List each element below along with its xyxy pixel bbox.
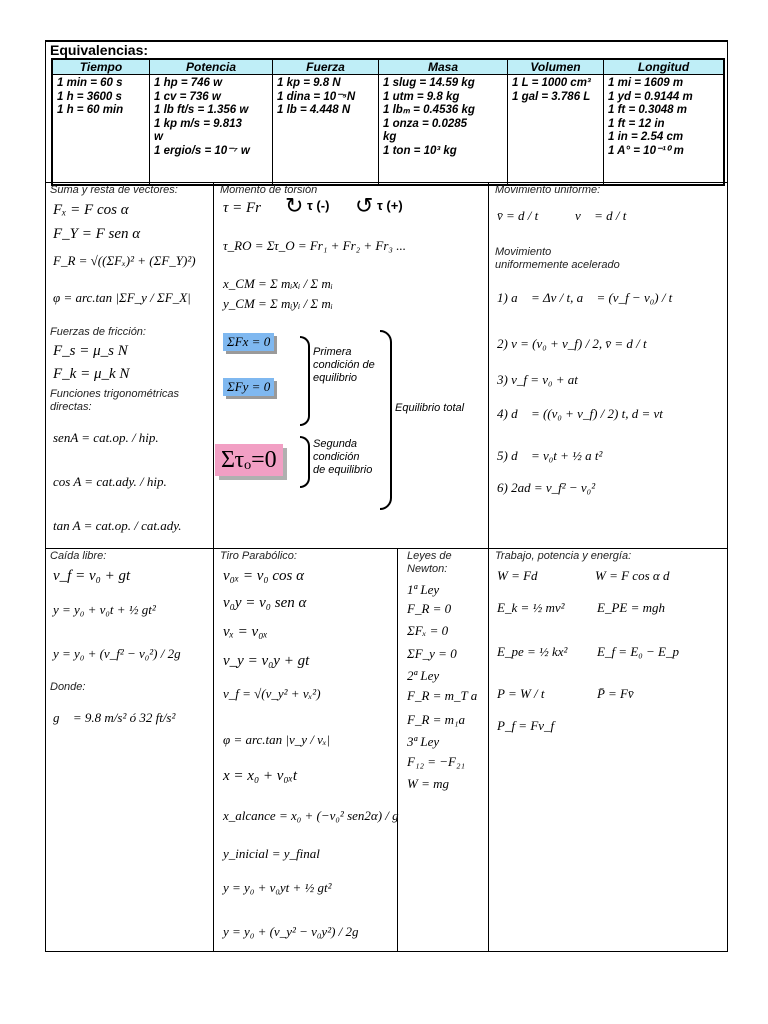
- acelerado-title: Movimiento uniformemente acelerado: [495, 246, 620, 271]
- volumen-values: 1 L = 1000 cm³ 1 gal = 3.786 L: [512, 77, 591, 103]
- section-rule: [45, 548, 728, 549]
- eq-mua-2: 2) v = (v₀ + v_f) / 2, v̄ = d / t: [497, 336, 647, 351]
- eq-vf: v_f = √(v_y² + vₓ²): [223, 686, 321, 701]
- col-rule: [397, 548, 398, 952]
- eq-x-alcance: x_alcance = x₀ + (−v₀² sen2α) / g: [223, 808, 399, 823]
- trabajo-title: Trabajo, potencia y energía:: [495, 550, 632, 562]
- equilibrio-total-brace: [380, 330, 392, 510]
- eq-mua-6: 6) 2ad = v_f² − v₀²: [497, 480, 596, 495]
- eq-caida-vf: v_f = v₀ + gt: [53, 568, 131, 584]
- eq-ef: E_f = E₀ − E_p: [597, 644, 679, 659]
- eq-v0y: v₀y = v₀ sen α: [223, 595, 307, 611]
- tiempo-values: 1 min = 60 s 1 h = 3600 s 1 h = 60 min: [57, 77, 124, 116]
- donde-label: Donde:: [50, 681, 86, 693]
- fuerza-values: 1 kp = 9.8 N 1 dina = 10⁻⁵N 1 lb = 4.448 N: [277, 77, 356, 116]
- masa-values: 1 slug = 14.59 kg 1 utm = 9.8 kg 1 lbₘ = 0.4536 kg 1 onza = 0.0285 kg 1 ton = 10³ kg: [383, 77, 475, 157]
- vectores-title: Suma y resta de vectores:: [50, 184, 178, 196]
- caida-title: Caída libre:: [50, 550, 107, 562]
- trig-title: Funciones trigonométricas directas:: [50, 388, 180, 413]
- eq-phi: φ = arc.tan |ΣF_y / ΣF_X|: [53, 290, 191, 305]
- eq-potencia: P = W / t: [497, 686, 545, 701]
- header-volumen: Volumen: [508, 60, 603, 75]
- eq-caida-y: y = y₀ + v₀t + ½ gt²: [53, 602, 156, 617]
- sum-tau-box: Στₒ=0: [215, 444, 283, 476]
- eq-x: x = x₀ + v₀ₓt: [223, 768, 298, 784]
- right-rule: [727, 40, 728, 952]
- header-potencia: Potencia: [150, 60, 272, 75]
- ley1-label: 1ª Ley: [407, 582, 440, 597]
- eq-tau: τ = Fr: [223, 200, 261, 216]
- parabolico-title: Tiro Parabólico:: [220, 550, 297, 562]
- eq-caida-y2: y = y₀ + (v_f² − v₀²) / 2g: [53, 646, 181, 661]
- rotation-cw-icon: ↻: [285, 193, 304, 218]
- longitud-values: 1 mi = 1609 m 1 yd = 0.9144 m 1 ft = 0.3048 m 1 ft = 12 in 1 in = 2.54 cm 1 A° = 10⁻¹⁰ m: [608, 77, 693, 157]
- eq-y-inicial: y_inicial = y_final: [223, 846, 320, 861]
- col-divider: [149, 60, 150, 184]
- friccion-title: Fuerzas de fricción:: [50, 326, 146, 338]
- col-divider: [603, 60, 604, 184]
- eq-fk: F_k = μ_k N: [53, 366, 130, 382]
- sum-fx-box: ΣFx = 0: [223, 333, 274, 351]
- eq-epe: E_pe = ½ kx²: [497, 644, 568, 659]
- eq-ycm: y_CM = Σ mᵢyᵢ / Σ mᵢ: [223, 296, 333, 311]
- segunda-condicion-label: Segunda condición de equilibrio: [313, 438, 373, 476]
- eq-tau-ro: τ_RO = Στ_O = Fr₁ + Fr₂ + Fr₃ ...: [223, 238, 406, 253]
- left-rule: [45, 40, 46, 952]
- eq-mua-1: 1) a⃗ = Δv / t, a⃗ = (v_f − v₀) / t: [497, 290, 673, 305]
- eq-phi-v: φ = arc.tan |v_y / vₓ|: [223, 732, 331, 747]
- col-rule: [213, 182, 214, 952]
- eq-fr0: F_R = 0: [407, 601, 452, 616]
- eq-fy: F_Y = F sen α: [53, 226, 141, 242]
- bottom-rule: [45, 951, 728, 952]
- section-rule: [45, 182, 728, 183]
- eq-ek: E_k = ½ mv²: [497, 600, 565, 615]
- header-fuerza: Fuerza: [273, 60, 378, 75]
- equivalencias-title: Equivalencias:: [50, 42, 149, 58]
- movimiento-title: Movimiento uniforme:: [495, 184, 601, 196]
- col-divider: [378, 60, 379, 184]
- eq-mua-4: 4) d⃗ = ((v₀ + v_f) / 2) t, d = vt: [497, 406, 663, 421]
- col-divider: [507, 60, 508, 184]
- eq-gravedad: g⃗ = 9.8 m/s² ó 32 ft/s²: [53, 710, 176, 725]
- eq-vx: vₓ = v₀ₓ: [223, 624, 268, 640]
- eq-w: W = mg: [407, 776, 449, 791]
- potencia-values: 1 hp = 746 w 1 cv = 736 w 1 lb ft/s = 1.356 w 1 kp m/s = 9.813 w 1 ergio/s = 10⁻⁷ w: [154, 77, 250, 157]
- eq-v0x: v₀ₓ = v₀ cos α: [223, 568, 304, 584]
- eq-vy: v_y = v₀y + gt: [223, 653, 310, 669]
- primera-condicion-label: Primera condición de equilibrio: [313, 346, 375, 384]
- eq-y: y = y₀ + v₀yt + ½ gt²: [223, 880, 332, 895]
- eq-f12: F₁₂ = −F₂₁: [407, 754, 466, 769]
- tau-positive-label: τ (+): [377, 198, 403, 213]
- header-tiempo: Tiempo: [53, 60, 149, 75]
- col-rule: [488, 182, 489, 952]
- eq-cos: cos A = cat.ady. / hip.: [53, 474, 167, 489]
- primera-brace: [300, 336, 310, 426]
- header-masa: Masa: [379, 60, 507, 75]
- sum-fy-box: ΣFy = 0: [223, 378, 274, 396]
- eq-trabajo-cos: W = F cos α d: [595, 568, 670, 583]
- eq-sfy: ΣF_y = 0: [407, 646, 457, 661]
- formula-sheet: [45, 40, 728, 952]
- equivalencias-table: [51, 58, 725, 186]
- eq-trabajo: W = Fd: [497, 568, 538, 583]
- torsion-title: Momento de torsión: [220, 184, 318, 196]
- eq-epg: E_PE = mgh: [597, 600, 665, 615]
- header-longitud: Longitud: [604, 60, 723, 75]
- ley2-label: 2ª Ley: [407, 668, 440, 683]
- eq-fr-m1a: F_R = m₁a: [407, 712, 466, 727]
- eq-sfx: ΣFₓ = 0: [407, 623, 449, 638]
- equilibrio-total-label: Equilibrio total: [395, 402, 465, 414]
- rotation-ccw-icon: ↺: [355, 193, 374, 218]
- eq-v-avg: v̄ = d / t: [497, 208, 539, 223]
- eq-mua-3: 3) v_f = v₀ + at: [497, 372, 578, 387]
- tau-negative-label: τ (-): [307, 198, 330, 213]
- eq-y2: y = y₀ + (v_y² − v₀y²) / 2g: [223, 924, 359, 939]
- eq-fs: F_s = μ_s N: [53, 343, 128, 359]
- col-divider: [272, 60, 273, 184]
- eq-xcm: x_CM = Σ mᵢxᵢ / Σ mᵢ: [223, 276, 333, 291]
- eq-fr: F_R = √((ΣFₓ)² + (ΣF_Y)²): [53, 253, 196, 268]
- eq-tan: tan A = cat.op. / cat.ady.: [53, 518, 182, 533]
- ley3-label: 3ª Ley: [407, 734, 440, 749]
- newton-title: Leyes de Newton:: [407, 550, 452, 575]
- eq-fx: Fₓ = F cos α: [53, 202, 129, 218]
- eq-v-vec: v⃗ = d / t: [575, 208, 627, 223]
- eq-mua-5: 5) d⃗ = v₀t + ½ a t²: [497, 448, 603, 463]
- eq-sen: senA = cat.op. / hip.: [53, 430, 159, 445]
- segunda-brace: [300, 436, 310, 488]
- eq-fr-mta: F_R = m_T a: [407, 688, 478, 703]
- eq-potencia-final: P_f = Fv_f: [497, 718, 555, 733]
- eq-potencia-media: P̄ = Fv̄: [597, 686, 634, 701]
